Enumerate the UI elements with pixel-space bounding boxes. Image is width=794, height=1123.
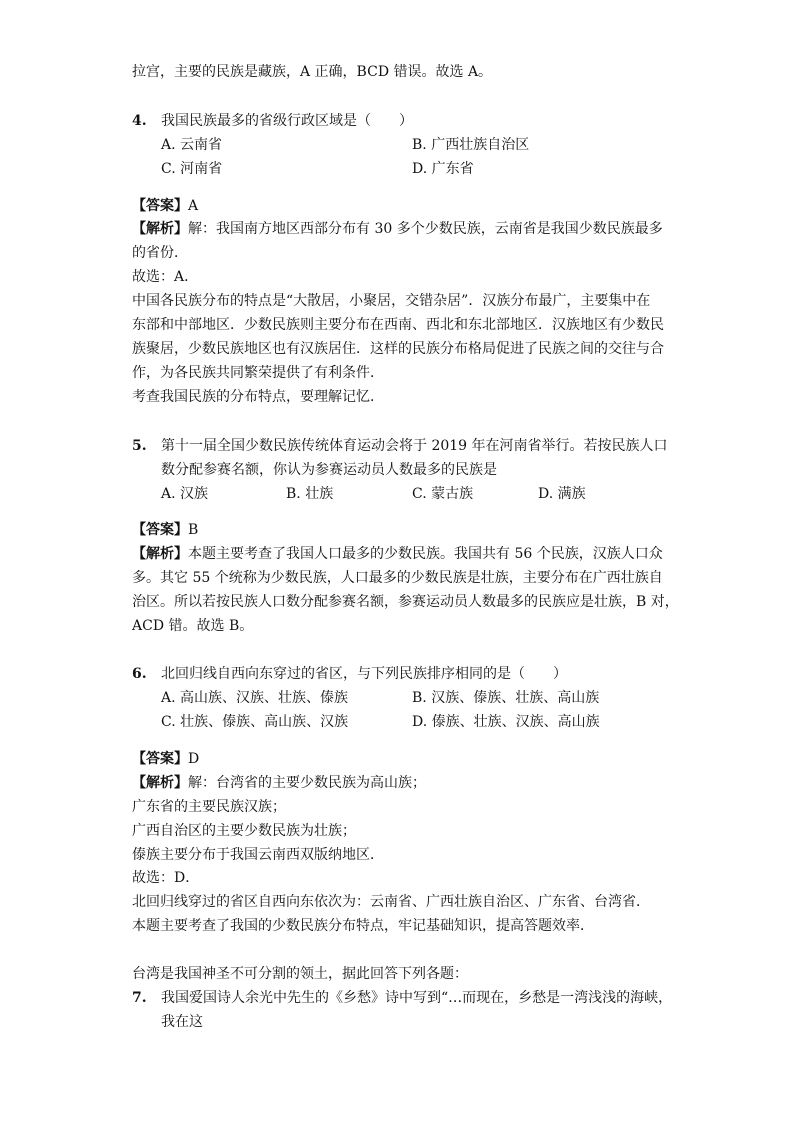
question-5: [132, 437, 668, 455]
analysis-text: ACD 错。故选 B。: [132, 618, 254, 634]
analysis-text: 广东省的主要民族汉族；: [132, 799, 286, 815]
answer-line: [132, 521, 198, 539]
option-c: C. 壮族、傣族、高山族、汉族: [161, 714, 349, 730]
option-a: A. 云南省: [161, 137, 223, 153]
option-c: C. 河南省: [161, 161, 223, 177]
question-number: 6.: [132, 666, 147, 682]
answer-value: B: [188, 522, 199, 538]
analysis-text: 故选：D．: [132, 870, 200, 886]
analysis-text: 治区。所以若按民族人口数分配参赛名额，参赛运动员人数最多的民族应是壮族，B 对，: [132, 594, 679, 610]
option-b: B. 广西壮族自治区: [412, 137, 530, 153]
answer-label: 【答案】: [132, 751, 188, 767]
question-6: [132, 665, 567, 683]
analysis-text: 族聚居，少数民族地区也有汉族居住．这样的民族分布格局促进了民族之间的交往与合: [132, 341, 664, 357]
analysis-text: 中国各民族分布的特点是“大散居，小聚居，交错杂居”．汉族分布最广，主要集中在: [132, 293, 651, 309]
analysis-line: [132, 545, 663, 563]
analysis-text: 考查我国民族的分布特点，要理解记忆．: [132, 389, 384, 405]
analysis-text: 的省份．: [132, 245, 188, 261]
option-d: D. 广东省: [412, 161, 474, 177]
section-intro: 台湾是我国神圣不可分割的领土，据此回答下列各题：: [132, 966, 468, 982]
analysis-label: 【解析】: [132, 775, 188, 791]
question-number: 5.: [132, 438, 147, 454]
analysis-text: 故选：A．: [132, 269, 199, 285]
option-d: D. 傣族、壮族、汉族、高山族: [412, 714, 600, 730]
analysis-text: 本题主要考查了我国的少数民族分布特点，牢记基础知识，提高答题效率．: [132, 918, 594, 934]
question-4: [132, 112, 413, 130]
option-c: C. 蒙古族: [412, 486, 474, 502]
analysis-text: 广西自治区的主要少数民族为壮族；: [132, 823, 356, 839]
analysis-text: 多。其它 55 个统称为少数民族，人口最多的少数民族是壮族，主要分布在广西壮族自: [132, 570, 663, 586]
analysis-text: 解：我国南方地区西部分布有 30 多个少数民族，云南省是我国少数民族最多: [188, 221, 663, 237]
answer-line: [132, 750, 199, 768]
question-text: 我国爱国诗人余光中先生的《乡愁》诗中写到“…而现在，乡愁是一湾浅浅的海峡，: [161, 990, 673, 1006]
option-d: D. 满族: [538, 486, 586, 502]
analysis-label: 【解析】: [132, 546, 188, 562]
answer-line: [132, 197, 198, 215]
analysis-text: 东部和中部地区．少数民族则主要分布在西南、西北和东北部地区．汉族地区有少数民: [132, 317, 664, 333]
analysis-line: [132, 220, 663, 238]
question-text: 北回归线自西向东穿过的省区，与下列民族排序相同的是（ ）: [161, 666, 567, 682]
option-b: B. 汉族、傣族、壮族、高山族: [412, 690, 600, 706]
option-a: A. 高山族、汉族、壮族、傣族: [161, 690, 349, 706]
analysis-text: 解：台湾省的主要少数民族为高山族；: [188, 775, 426, 791]
question-text: 我在这: [161, 1014, 203, 1030]
answer-value: D: [188, 751, 200, 767]
analysis-text: 作，为各民族共同繁荣提供了有利条件．: [132, 365, 384, 381]
analysis-text: 傣族主要分布于我国云南西双版纳地区．: [132, 847, 384, 863]
question-text: 我国民族最多的省级行政区域是（ ）: [161, 113, 413, 129]
question-number: 4.: [132, 113, 147, 129]
question-text: 第十一届全国少数民族传统体育运动会将于 2019 年在河南省举行。若按民族人口: [161, 438, 668, 454]
analysis-line: [132, 774, 426, 792]
continued-text: 拉宫，主要的民族是藏族，A 正确，BCD 错误。故选 A。: [132, 64, 493, 80]
question-text: 数分配参赛名额，你认为参赛运动员人数最多的民族是: [161, 462, 497, 478]
option-b: B. 壮族: [286, 486, 334, 502]
answer-label: 【答案】: [132, 522, 188, 538]
question-number: 7.: [132, 990, 147, 1006]
analysis-text: 北回归线穿过的省区自西向东依次为：云南省、广西壮族自治区、广东省、台湾省．: [132, 894, 650, 910]
question-7: [132, 989, 672, 1007]
analysis-label: 【解析】: [132, 221, 188, 237]
answer-value: A: [188, 198, 199, 214]
answer-label: 【答案】: [132, 198, 188, 214]
option-a: A. 汉族: [161, 486, 209, 502]
analysis-text: 本题主要考查了我国人口最多的少数民族。我国共有 56 个民族，汉族人口众: [188, 546, 663, 562]
